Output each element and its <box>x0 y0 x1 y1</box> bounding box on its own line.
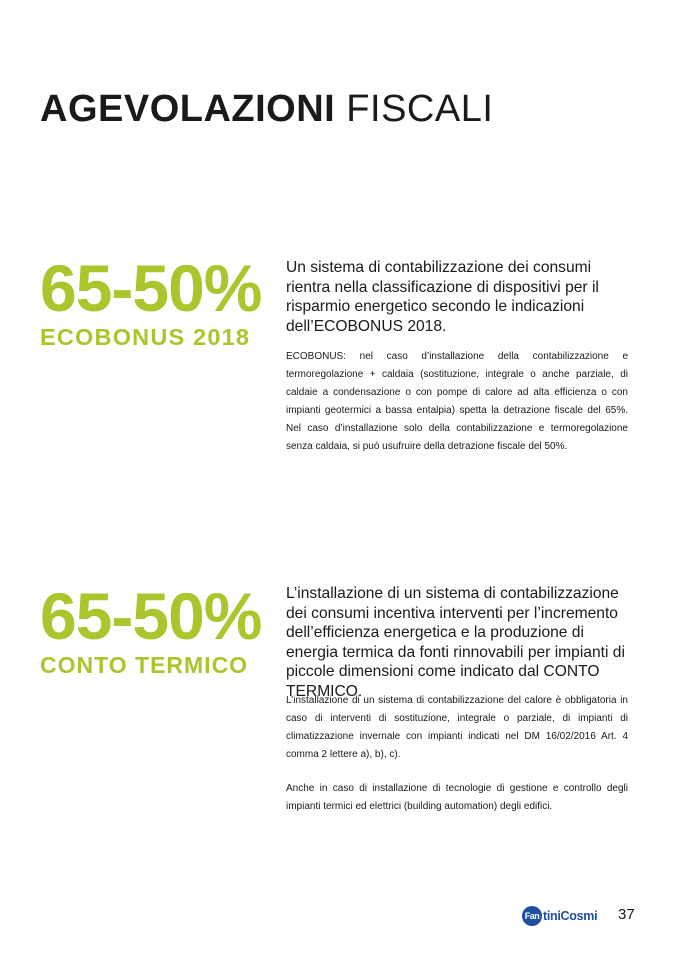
body-paragraph: ECOBONUS: nel caso d’installazione della contabilizzazione e termoregolazione + caldaia (sostituzione, integrale o anche parziale, di caldaie a condensazione o con pompe di calore ad alta efficienza o con impianti geotermici a bassa entalpia) spetta la detrazione fiscale del 65%. Nel caso d’installazione solo della contabilizzazione e termoregolazione senza caldaia, si può usufruire della detrazione fiscale del 50%. <box>286 351 628 452</box>
logo-badge: Fan <box>522 906 542 926</box>
body-paragraph: L’installazione di un sistema di contabilizzazione del calore è obbligatoria in caso di interventi di sostituzione, integrale o parziale, di impianti di climatizzazione invernale con impianti indicati nel DM 16/02/2016 Art. 4 comma 2 lettere a), b), c). <box>286 695 628 760</box>
incentive-label: CONTO TERMICO <box>40 652 249 678</box>
body-paragraph: Anche in caso di installazione di tecnologie di gestione e controllo degli impianti termici ed elettrici (building automation) degli edifici. <box>286 783 628 812</box>
percentage-heading: 65-50% <box>40 251 262 325</box>
lead-paragraph: L’installazione di un sistema di contabilizzazione dei consumi incentiva interventi per l’incremento dell’efficienza energetica e la produzione di energia termica da fonti rinnovabili per impianti di piccole dimensioni come indicato dal CONTO TERMICO. <box>286 585 625 700</box>
page-title <box>40 86 493 132</box>
percentage-heading: 65-50% <box>40 579 262 653</box>
page-title-light: FISCALI <box>346 88 494 130</box>
page-number: 37 <box>618 906 635 923</box>
incentive-label: ECOBONUS 2018 <box>40 324 251 350</box>
logo-wordmark: tiniCosmi <box>543 909 598 923</box>
fantinicosmi-logo <box>522 906 597 926</box>
lead-paragraph: Un sistema di contabilizzazione dei consumi rientra nella classificazione di dispositivi per il risparmio energetico secondo le indicazioni dell’ECOBONUS 2018. <box>286 259 599 335</box>
page-title-bold: AGEVOLAZIONI <box>40 88 336 130</box>
